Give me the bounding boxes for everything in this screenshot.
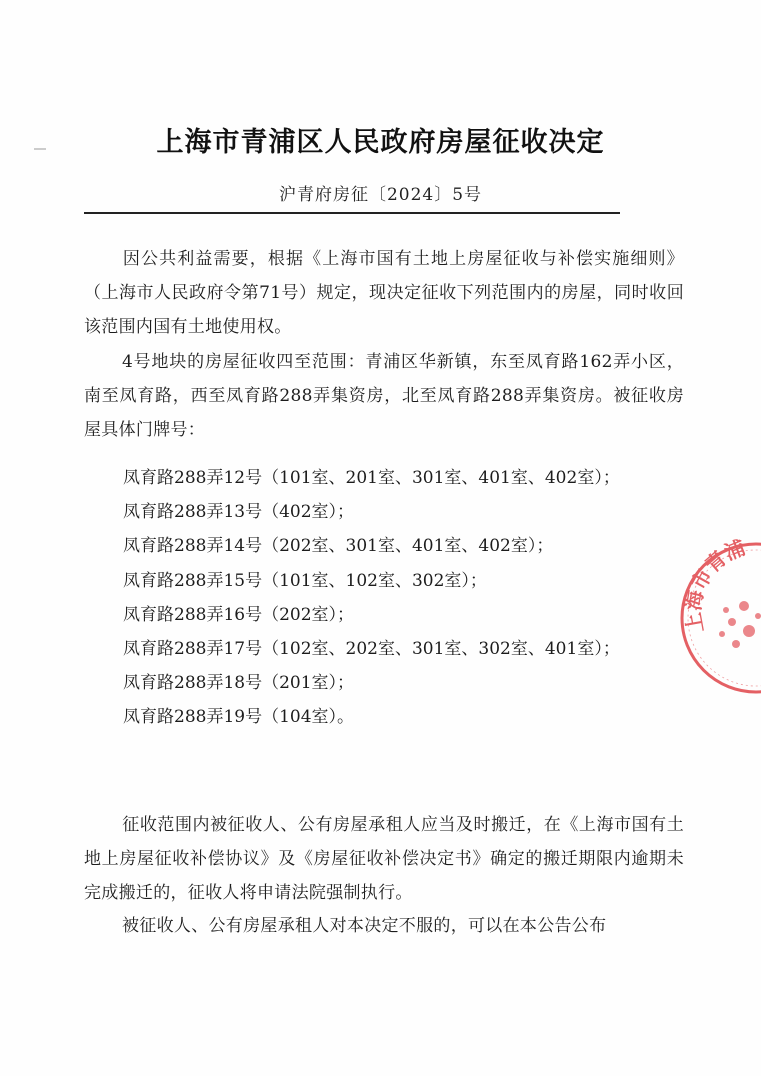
address-list <box>123 461 620 735</box>
address-item: 凤育路288弄19号（104室）。 <box>123 707 355 728</box>
paragraph-relocation <box>84 808 684 910</box>
address-item: 凤育路288弄14号（202室、301室、401室、402室）； <box>123 536 554 557</box>
address-item: 凤育路288弄16号（202室）； <box>123 604 355 625</box>
document-number: 沪青府房征〔2024〕5号 <box>278 185 483 205</box>
address-item: 凤育路288弄13号（402室）； <box>123 502 355 523</box>
paragraph-text: 被征收人、公有房屋承租人对本决定不服的，可以在本公告公布 <box>122 916 607 936</box>
header-divider <box>84 212 620 214</box>
paragraph-text: 征收范围内被征收人、公有房屋承租人应当及时搬迁，在《上海市国有土地上房屋征收补偿协议》及《房屋征收补偿决定书》确定的搬迁期限内逾期未完成搬迁的，征收人将申请法院强制执行。 <box>84 815 684 903</box>
address-item: 凤育路288弄12号（101室、201室、301室、401室、402室）； <box>123 468 620 488</box>
seal-text: 上海市青浦 <box>680 536 749 635</box>
address-item: 凤育路288弄15号（101室、102室、302室）； <box>123 570 487 591</box>
paragraph-scope <box>84 345 684 447</box>
address-item: 凤育路288弄18号（201室）； <box>123 673 355 694</box>
paragraph-text: 4号地块的房屋征收四至范围：青浦区华新镇，东至凤育路162弄小区，南至凤育路，西至凤育路288弄集资房，北至凤育路288弄集资房。被征收房屋具体门牌号： <box>84 352 684 440</box>
paragraph-legal-basis <box>84 242 684 344</box>
paragraph-text: 因公共利益需要，根据《上海市国有土地上房屋征收与补偿实施细则》（上海市人民政府令第71号）规定，现决定征收下列范围内的房屋，同时收回该范围内国有土地使用权。 <box>84 249 684 337</box>
official-seal <box>674 536 761 696</box>
scan-mark <box>34 148 46 150</box>
address-item: 凤育路288弄17号（102室、202室、301室、302室、401室）； <box>123 638 620 659</box>
document-title: 上海市青浦区人民政府房屋征收决定 <box>156 127 605 158</box>
paragraph-appeal <box>84 909 684 943</box>
